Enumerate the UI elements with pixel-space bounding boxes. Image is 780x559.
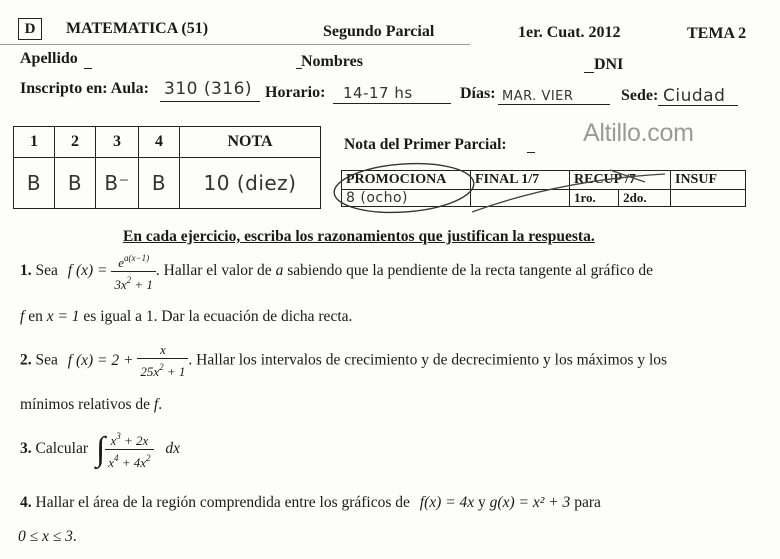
sede-value[interactable]: Ciudad xyxy=(663,86,726,106)
instruction: En cada ejercicio, escriba los razonamientos que justifican la respuesta. xyxy=(123,228,595,245)
grade-header-nota: NOTA xyxy=(180,127,321,158)
grade-header-1: 1 xyxy=(14,127,55,158)
exercise-4-para: para xyxy=(574,494,601,511)
promociona-header: PROMOCIONA xyxy=(342,171,471,190)
dias-label: Días: xyxy=(460,85,496,102)
subject-title: MATEMATICA (51) xyxy=(66,20,209,37)
aula-line xyxy=(160,101,260,102)
sede-label: Sede: xyxy=(621,87,659,104)
exam-period: 1er. Cuat. 2012 xyxy=(518,24,621,41)
grade-value-2[interactable]: B xyxy=(55,158,96,209)
tema-label: TEMA 2 xyxy=(687,25,747,42)
exercise-2 xyxy=(20,342,667,380)
exercise-1-fraction: $\frac{e^{a(x-1)}}{3x^2 + 1}$ xyxy=(111,250,156,293)
exercise-2-fx: f (x) = 2 + xyxy=(67,351,138,369)
exercise-2-text-a: . Hallar los intervalos de crecimiento y de decrecimiento y los máximos y los xyxy=(188,351,668,369)
recup-1ro[interactable]: 1ro. xyxy=(570,190,619,207)
exercise-2-lead: Sea xyxy=(35,351,58,369)
grade-header-4: 4 xyxy=(139,127,180,158)
exam-name: Segundo Parcial xyxy=(323,23,435,40)
recup-2do[interactable]: 2do. xyxy=(619,190,671,207)
promociona-value[interactable]: 8 (ocho) xyxy=(342,190,471,207)
grade-header-3: 3 xyxy=(96,127,139,158)
exercise-3 xyxy=(20,428,180,471)
exercise-3-fraction: $\frac{x^3 + 2x}{x^4 + 4x^2}$ xyxy=(105,428,153,471)
grades-table xyxy=(13,126,321,209)
exercise-1 xyxy=(20,250,653,293)
exercise-3-lead: Calcular xyxy=(35,440,89,458)
exercise-2-line2: mínimos relativos de f. xyxy=(20,396,163,413)
insuf-cell[interactable] xyxy=(671,190,746,207)
strike-marks xyxy=(470,160,670,220)
exercise-1-var-a: a xyxy=(275,262,284,280)
tema-box: D xyxy=(18,18,42,40)
first-partial-label: Nota del Primer Parcial: xyxy=(344,136,507,153)
aula-value[interactable]: 310 (316) xyxy=(164,79,253,99)
first-partial-line[interactable] xyxy=(527,152,535,153)
grade-value-3[interactable]: B⁻ xyxy=(96,158,139,209)
apellido-line[interactable] xyxy=(84,68,92,69)
horario-label: Horario: xyxy=(265,84,326,101)
exercise-1-text-b: sabiendo que la pendiente de la recta tangente al gráfico de xyxy=(287,262,653,280)
nombres-label: Nombres xyxy=(301,53,363,70)
exercise-2-fraction: $\frac{x}{25x^2 + 1}$ xyxy=(137,342,188,380)
grade-value-1[interactable]: B xyxy=(14,158,55,209)
exercise-1-number: 1. xyxy=(20,262,32,280)
exercise-1-lead: Sea xyxy=(35,262,58,280)
promociona-circle xyxy=(330,160,480,218)
integral-sign: ∫ xyxy=(95,430,106,468)
dias-value[interactable]: MAR. VIER xyxy=(502,89,574,104)
exercise-4 xyxy=(20,494,601,512)
exercise-4-line2: 0 ≤ x ≤ 3. xyxy=(18,528,77,545)
exercise-1-line2: f en x = 1 es igual a 1. Dar la ecuación de dicha recta. xyxy=(20,308,353,325)
dias-line xyxy=(498,104,610,105)
dni-label: DNI xyxy=(594,56,624,73)
exercise-1-text-a: . Hallar el valor de xyxy=(155,262,272,280)
recup-header: RECUP /7 xyxy=(570,171,671,190)
exercise-4-g: g(x) = x² + 3 xyxy=(489,494,571,511)
final-header: FINAL 1/7 xyxy=(471,171,570,190)
insuf-header: INSUF xyxy=(671,171,746,190)
exercise-1-fx: f (x) = xyxy=(67,262,112,280)
grade-value-4[interactable]: B xyxy=(139,158,180,209)
exercise-4-number: 4. xyxy=(20,494,32,511)
exercise-4-y: y xyxy=(478,494,486,511)
horario-value[interactable]: 14-17 hs xyxy=(343,84,413,102)
exercise-3-dx: dx xyxy=(165,440,181,458)
exercise-4-f: f(x) = 4x xyxy=(419,494,475,511)
watermark: Altillo.com xyxy=(583,119,694,147)
exercise-2-number: 2. xyxy=(20,351,32,369)
apellido-label: Apellido xyxy=(20,50,78,67)
inscripto-label: Inscripto en: Aula: xyxy=(20,80,149,97)
exercise-4-text: Hallar el área de la región comprendida entre los gráficos de xyxy=(35,494,410,511)
grade-value-nota[interactable]: 10 (diez) xyxy=(180,158,321,209)
horario-line xyxy=(333,103,451,104)
grade-header-2: 2 xyxy=(55,127,96,158)
sede-line xyxy=(658,105,738,106)
exercise-3-number: 3. xyxy=(20,440,32,458)
dni-line[interactable] xyxy=(584,72,594,73)
header-rule xyxy=(0,44,470,45)
